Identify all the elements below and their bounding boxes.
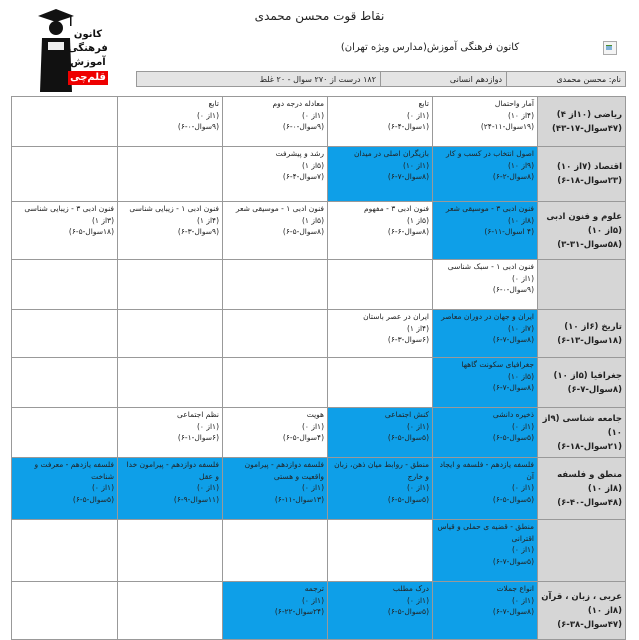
topic-stat: (۴سوال-۵-۶) <box>282 433 324 443</box>
topic-name: فنون ادبی ۳ - موسیقی شعر <box>445 204 534 213</box>
topic-cell <box>12 97 118 147</box>
topic-stat: (۵سوال-۷-۶) <box>492 556 534 566</box>
topic-stat: (۱از ۱۰) <box>402 160 429 170</box>
topic-name: کنش اجتماعی <box>384 410 429 419</box>
topic-cell <box>118 520 223 582</box>
topic-name: فنون ادبی ۱ - زیبایی شناسی <box>129 204 219 213</box>
topic-stat: (۵سوال-۵-۶) <box>387 433 429 443</box>
topic-stat: (۳از ۱) <box>91 215 114 225</box>
topic-stat: (۱۳سوال-۱۱-۶) <box>274 494 324 504</box>
topic-stat: (۸سوال-۵-۶) <box>282 227 324 237</box>
topic-cell <box>433 147 538 202</box>
topic-name: تابع <box>208 99 219 108</box>
topic-name: تابع <box>418 99 429 108</box>
subject-name: علوم و فنون ادبی <box>546 211 622 222</box>
topic-stat: (۷از ۱۰) <box>507 323 534 333</box>
subject-cell <box>538 408 626 458</box>
subject-detail: (۸سوال-۷-۶) <box>567 384 622 395</box>
topic-cell <box>118 458 223 520</box>
topic-cell <box>223 458 328 520</box>
topic-cell <box>118 310 223 358</box>
subject-cell <box>538 260 626 310</box>
subject-detail: (۴۸سوال-۴۰-۶) <box>557 497 622 508</box>
subject-cell <box>538 97 626 147</box>
table-row <box>12 582 626 640</box>
topic-stat: (۱۱سوال-۹-۶) <box>173 494 219 504</box>
topic-cell <box>118 260 223 310</box>
table-row <box>12 458 626 520</box>
topic-cell <box>328 147 433 202</box>
topic-cell <box>223 520 328 582</box>
topic-name: فنون ادبی ۱ - سبک شناسی <box>447 262 534 271</box>
topic-stat: (۵سوال-۵-۶) <box>387 607 429 617</box>
topic-stat: (۵سوال-۵-۶) <box>387 494 429 504</box>
subject-cell <box>538 458 626 520</box>
subject-cell <box>538 147 626 202</box>
subject-detail: (۸از ۱۰) <box>587 605 622 616</box>
topic-name: انواع جملات <box>496 584 534 593</box>
topic-stat: (۱سوال-۴-۶) <box>387 122 429 132</box>
subject-detail2: (۴۷سوال-۳۸-۶) <box>557 619 622 630</box>
topic-stat: (۸سوال-۷-۶) <box>492 607 534 617</box>
topic-stat: (۲۴سوال-۲۲-۶) <box>274 607 324 617</box>
subject-cell <box>538 310 626 358</box>
topic-cell <box>12 310 118 358</box>
topic-stat: (۸سوال-۷-۶) <box>492 335 534 345</box>
broken-image-icon <box>603 41 617 55</box>
topic-stat: (۹از ۱۰) <box>507 160 534 170</box>
logo-line-1: کانون <box>73 29 103 40</box>
score-summary: ۱۸۲ درست از ۲۷۰ سوال - ۲۰ غلط <box>137 72 381 87</box>
topic-name: فنون ادبی ۳ - مفهوم <box>363 204 429 213</box>
topic-stat: (۶سوال-۳-۶) <box>387 335 429 345</box>
topic-stat: (۱از ۰) <box>301 483 324 493</box>
topic-name: بازیگران اصلی در میدان <box>353 149 429 158</box>
topic-cell <box>12 260 118 310</box>
logo <box>32 4 108 94</box>
topic-cell <box>328 202 433 260</box>
topic-cell <box>433 97 538 147</box>
subject-detail: (۱۸سوال-۱۳-۶) <box>557 335 622 346</box>
topic-cell <box>223 260 328 310</box>
topic-stat: (۱از ۰) <box>406 110 429 120</box>
topic-cell <box>433 260 538 310</box>
topic-stat: (۱از ۰) <box>406 595 429 605</box>
topic-stat: (۱از ۰) <box>301 421 324 431</box>
topic-cell <box>328 97 433 147</box>
topic-cell <box>433 520 538 582</box>
topic-name: فنون ادبی ۱ - موسیقی شعر <box>235 204 324 213</box>
topic-cell <box>118 408 223 458</box>
topic-stat: (۱از ۰) <box>511 595 534 605</box>
topic-cell <box>433 358 538 408</box>
subject-detail: (۲۱سوال-۱۸-۶) <box>557 441 622 452</box>
topic-cell <box>433 582 538 640</box>
topic-cell <box>223 310 328 358</box>
table-row <box>12 147 626 202</box>
topic-name: ترجمه <box>304 584 324 593</box>
topic-stat: (۱از ۰) <box>511 421 534 431</box>
topic-cell <box>328 260 433 310</box>
topic-cell <box>223 147 328 202</box>
topic-stat: (۱از ۰) <box>91 483 114 493</box>
table-row <box>12 520 626 582</box>
topic-cell <box>12 520 118 582</box>
topic-name: معادله درجه دوم <box>272 99 324 108</box>
topic-cell <box>118 582 223 640</box>
strengths-table <box>11 96 626 640</box>
topic-name: فلسفه یازدهم - فلسفه و ایجاد آن <box>439 460 534 481</box>
topic-cell <box>433 408 538 458</box>
topic-cell <box>328 582 433 640</box>
topic-name: جغرافیای سکونت گاهها <box>461 360 534 369</box>
logo-line-3: آموزش <box>70 57 106 68</box>
topic-name: منطق - قضیه ی حملی و قیاس اقترانی <box>437 522 534 543</box>
topic-cell <box>328 520 433 582</box>
table-row <box>12 202 626 260</box>
table-row <box>12 310 626 358</box>
topic-cell <box>118 202 223 260</box>
topic-stat: (۶سوال-۱-۶) <box>177 433 219 443</box>
topic-cell <box>118 97 223 147</box>
topic-cell <box>328 310 433 358</box>
topic-stat: (۹سوال-۳-۶) <box>177 227 219 237</box>
topic-name: آمار واحتمال <box>494 99 534 108</box>
subject-name: جغرافیا (۵از ۱۰) <box>553 370 622 381</box>
subject-cell <box>538 582 626 640</box>
topic-stat: (۴ اسوال-۱۱-۶) <box>484 227 534 237</box>
topic-cell <box>223 408 328 458</box>
topic-stat: (۵سوال-۵-۶) <box>492 494 534 504</box>
topic-name: اصول انتخاب در کسب و کار <box>445 149 534 158</box>
topic-stat: (۴از ۱) <box>196 215 219 225</box>
topic-cell <box>12 408 118 458</box>
subject-name: عربی ، زبان ، قرآن <box>541 591 622 602</box>
subject-cell <box>538 358 626 408</box>
topic-cell <box>433 202 538 260</box>
topic-stat: (۸سوال-۶-۶) <box>387 227 429 237</box>
topic-stat: (۸از ۱۰) <box>507 215 534 225</box>
topic-cell <box>223 582 328 640</box>
topic-name: رشد و پیشرفت <box>275 149 324 158</box>
topic-name: ایران در عصر باستان <box>363 312 429 321</box>
topic-cell <box>12 582 118 640</box>
topic-stat: (۱از ۰) <box>196 421 219 431</box>
topic-name: درک مطلب <box>392 584 429 593</box>
subject-name: منطق و فلسفه (۸از ۱۰) <box>557 469 622 494</box>
topic-stat: (۵از ۱) <box>406 215 429 225</box>
topic-cell <box>223 358 328 408</box>
topic-stat: (۱از ۰) <box>301 110 324 120</box>
subject-name: جامعه شناسی (۹از ۱۰) <box>542 413 622 438</box>
topic-cell <box>12 202 118 260</box>
logo-line-2: فرهنگی <box>68 43 108 54</box>
subject-name: تاریخ (۶از ۱۰) <box>564 321 622 332</box>
topic-cell <box>12 358 118 408</box>
topic-stat: (۱از ۰) <box>196 483 219 493</box>
logo-badge: قلم‌چی <box>70 72 106 83</box>
topic-stat: (۱از ۰) <box>511 273 534 283</box>
topic-stat: (۱۸سوال-۵-۶) <box>68 227 114 237</box>
subject-detail: (۵از ۱۰) <box>587 225 622 236</box>
topic-cell <box>223 97 328 147</box>
topic-cell <box>12 458 118 520</box>
topic-stat: (۷سوال-۴-۶) <box>282 172 324 182</box>
topic-stat: (۱از ۰) <box>196 110 219 120</box>
topic-stat: (۹سوال-۰-۶) <box>492 285 534 295</box>
page-title: نقاط قوت محسن محمدی <box>254 9 385 23</box>
table-row <box>12 260 626 310</box>
topic-name: فلسفه دوازدهم - پیرامون واقعیت و هستی <box>244 460 324 481</box>
topic-cell <box>118 147 223 202</box>
topic-cell <box>118 358 223 408</box>
topic-stat: (۱از ۰) <box>406 421 429 431</box>
table-row <box>12 97 626 147</box>
subject-cell <box>538 520 626 582</box>
topic-cell <box>223 202 328 260</box>
topic-stat: (۸سوال-۷-۶) <box>387 172 429 182</box>
topic-stat: (۵سوال-۵-۶) <box>492 433 534 443</box>
student-info-bar <box>136 71 626 87</box>
topic-name: فلسفه دوازدهم - پیرامون خدا و عقل <box>126 460 219 481</box>
topic-stat: (۹سوال-۰-۶) <box>177 122 219 132</box>
subject-detail2: (۵۸سوال-۳۱-۳) <box>557 239 622 250</box>
subject-cell <box>538 202 626 260</box>
topic-stat: (۵سوال-۵-۶) <box>72 494 114 504</box>
topic-name: فنون ادبی ۳ - زیبایی شناسی <box>24 204 114 213</box>
topic-name: ایران و جهان در دوران معاصر <box>441 312 534 321</box>
topic-stat: (۴از ۱۰) <box>507 110 534 120</box>
student-grade: دوازدهم انسانی <box>381 72 507 87</box>
topic-stat: (۵از ۱۰) <box>507 371 534 381</box>
topic-stat: (۵از ۱) <box>301 160 324 170</box>
topic-name: هویت <box>306 410 324 419</box>
topic-name: منطق - روابط میان ذهن، زبان و خارج <box>334 460 429 481</box>
student-name: نام: محسن محمدی <box>507 72 626 87</box>
topic-stat: (۸سوال-۲-۶) <box>492 172 534 182</box>
topic-cell <box>328 358 433 408</box>
topic-cell <box>12 147 118 202</box>
topic-stat: (۱از ۰) <box>406 483 429 493</box>
topic-name: فلسفه یازدهم - معرفت و شناخت <box>34 460 114 481</box>
subject-name: ریاضی (۱۰از ۴) <box>556 109 622 120</box>
topic-stat: (۱۹سوال-۱۱-۲۴) <box>480 122 534 132</box>
subtitle: کانون فرهنگی آموزش(مدارس ویژه تهران) <box>340 42 520 53</box>
topic-name: نظم اجتماعی <box>177 410 219 419</box>
topic-stat: (۹سوال-۰-۶) <box>282 122 324 132</box>
table-row <box>12 358 626 408</box>
topic-cell <box>328 408 433 458</box>
subject-detail: (۴۷سوال-۱۷-۴۳) <box>552 123 622 134</box>
topic-stat: (۴از ۱) <box>406 323 429 333</box>
topic-name: ذخیره دانشی <box>492 410 534 419</box>
topic-cell <box>328 458 433 520</box>
table-row <box>12 408 626 458</box>
subject-detail: (۲۳سوال-۱۸-۶) <box>557 176 622 186</box>
topic-stat: (۱از ۰) <box>301 595 324 605</box>
topic-stat: (۵از ۱) <box>301 215 324 225</box>
topic-stat: (۱از ۰) <box>511 483 534 493</box>
subject-name: اقتصاد (۷از ۱۰) <box>557 162 622 172</box>
topic-cell <box>433 310 538 358</box>
topic-cell <box>433 458 538 520</box>
topic-stat: (۸سوال-۷-۶) <box>492 383 534 393</box>
topic-stat: (۱از ۰) <box>511 545 534 555</box>
